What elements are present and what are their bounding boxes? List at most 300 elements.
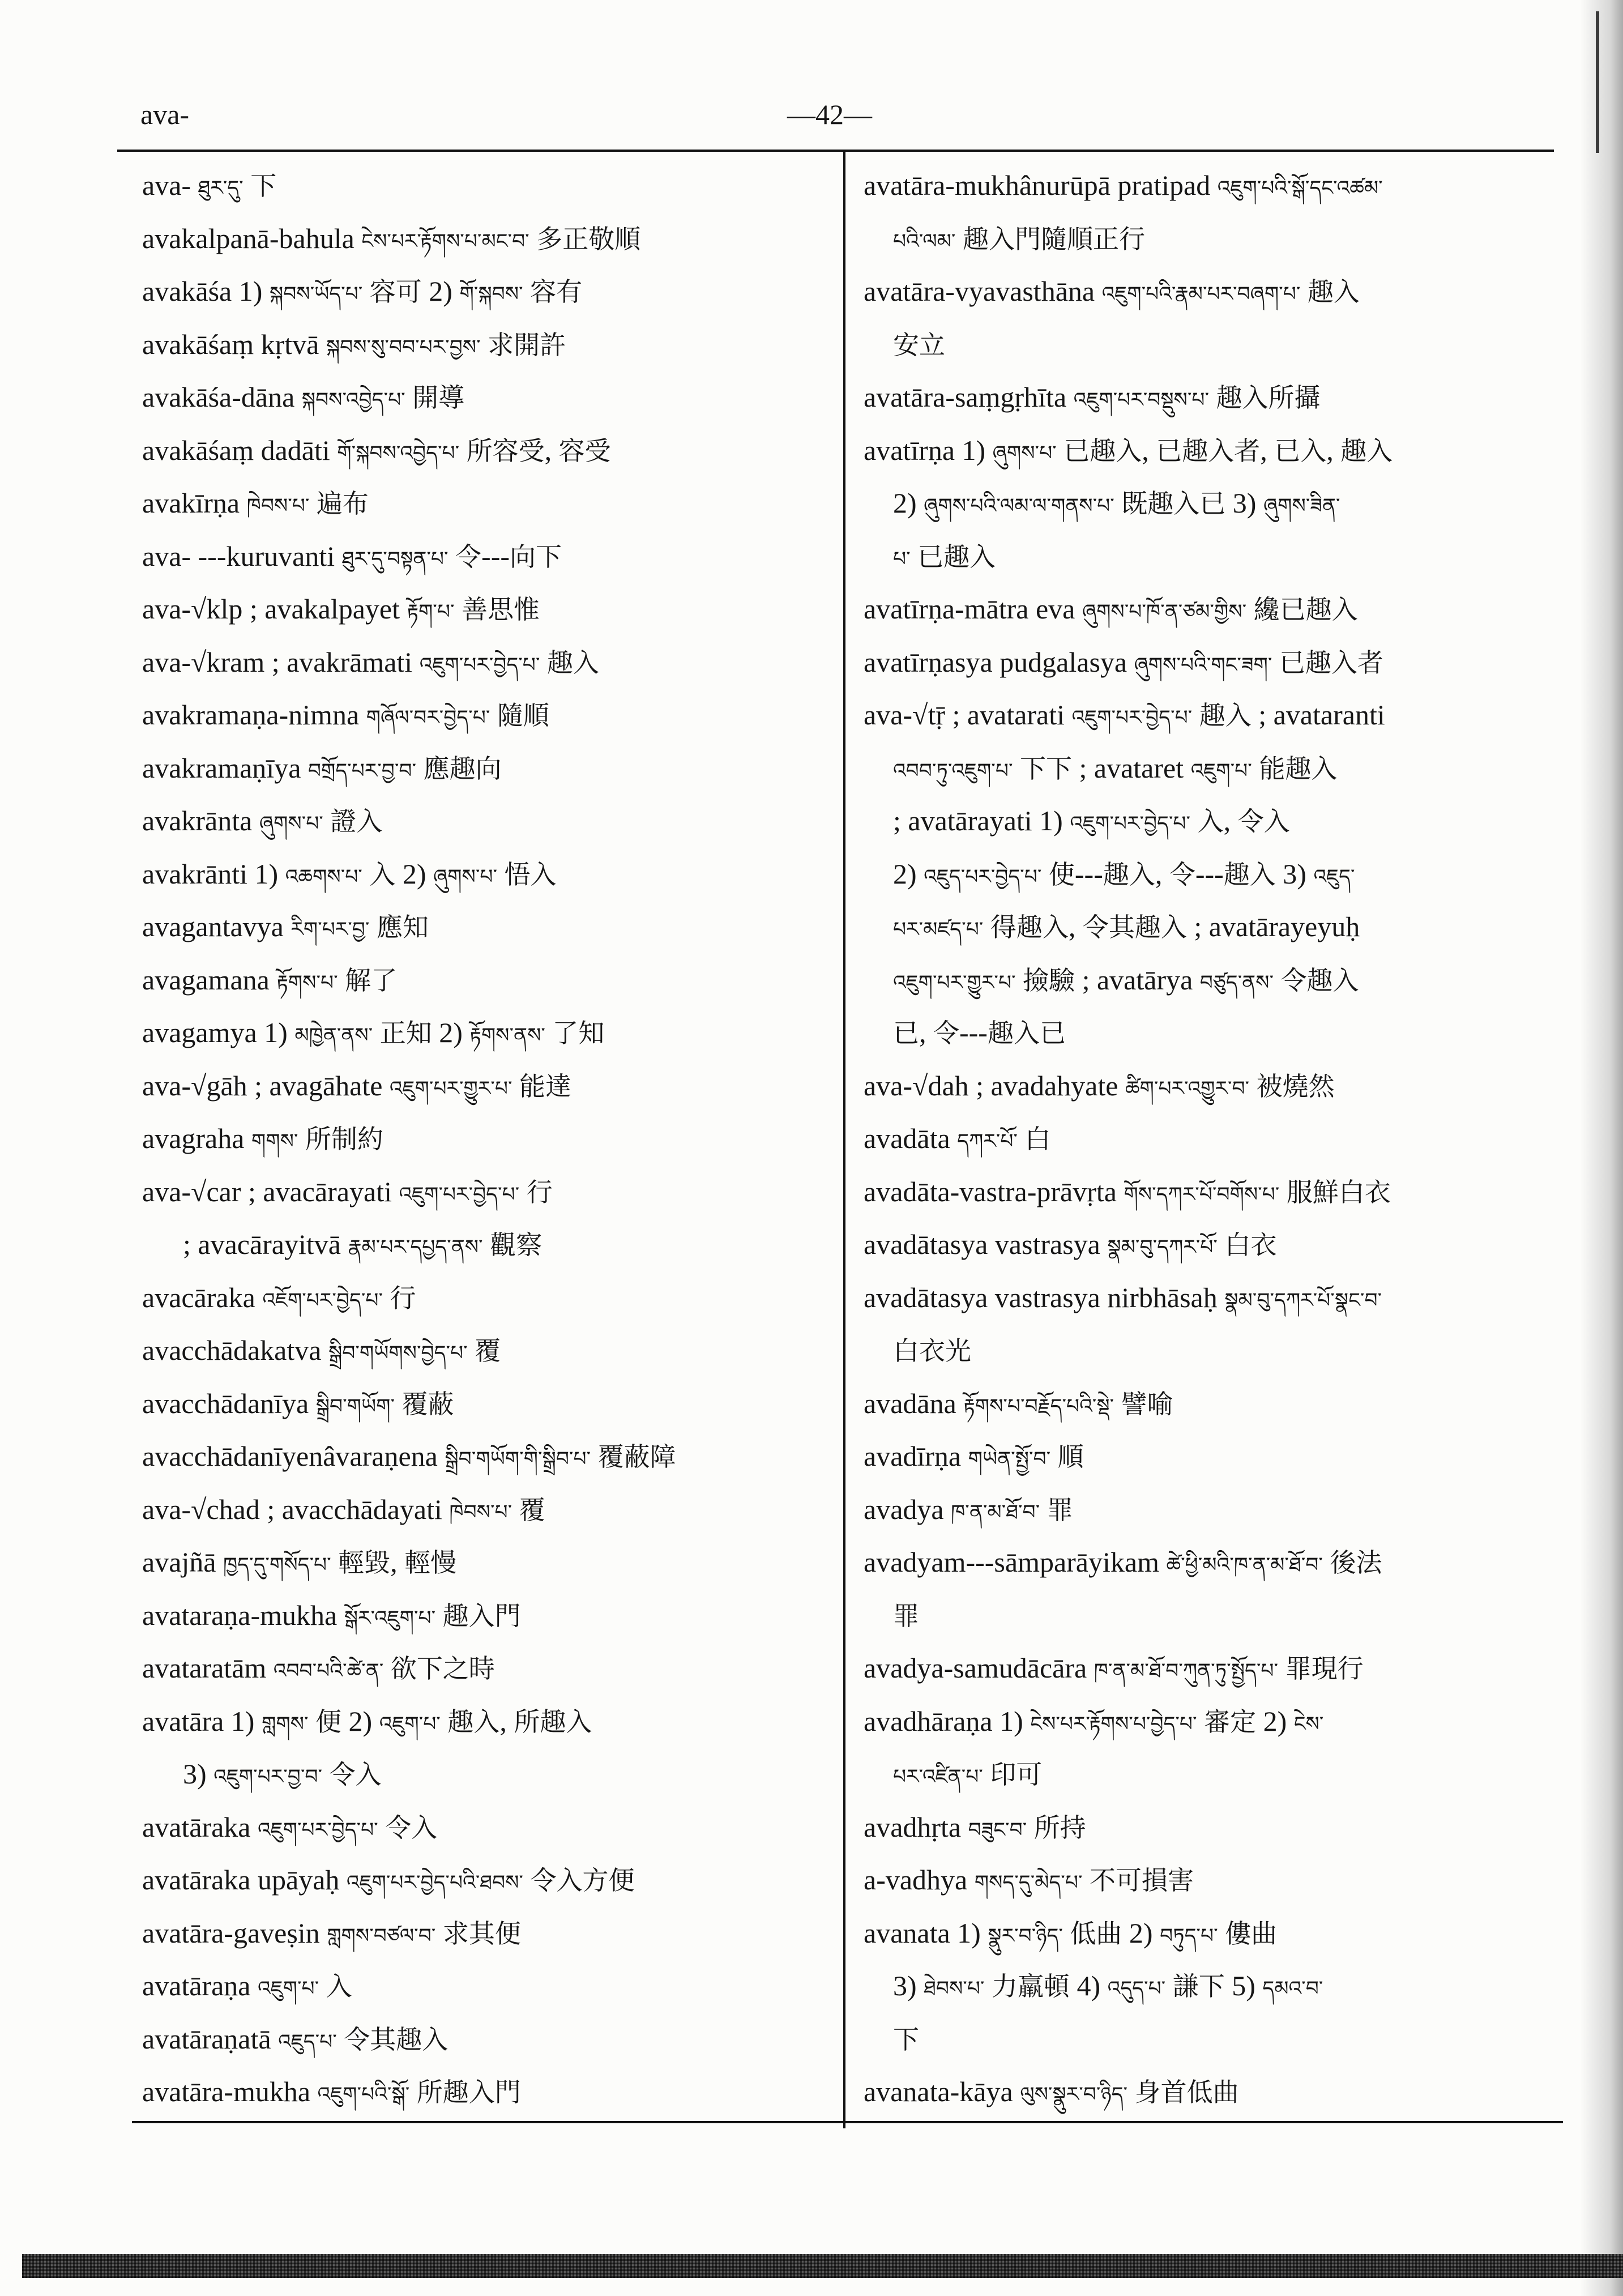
sanskrit-text	[455, 593, 462, 625]
sanskrit-text: avakāśa 1)	[142, 275, 270, 307]
sanskrit-text	[395, 1388, 402, 1419]
tibetan-term: འཇུག་པ་	[379, 1712, 441, 1736]
chinese-gloss: 使	[1048, 859, 1075, 890]
chinese-gloss: 解了	[345, 965, 398, 996]
dictionary-entry	[142, 1536, 836, 1589]
entry-line	[142, 1589, 836, 1642]
sanskrit-text: avadātasya vastrasya	[864, 1228, 1108, 1260]
chinese-gloss: 善思惟	[462, 594, 540, 625]
sanskrit-text	[362, 858, 370, 890]
sanskrit-text: ava-	[142, 169, 198, 201]
tibetan-term: སྣུར་བ་ཉིད་	[988, 1924, 1063, 1948]
chinese-gloss: 應知	[376, 912, 429, 942]
entry-line	[864, 636, 1560, 689]
tibetan-term: འཇུག་པར་གྱུར་པ་	[389, 1077, 512, 1100]
chinese-gloss: 多正敬順	[536, 223, 641, 254]
sanskrit-text: ; avatārya	[1075, 963, 1200, 996]
dictionary-entry	[864, 1536, 1560, 1642]
tibetan-term: རྟོགས་པ་བརྗོད་པའི་སྡེ་	[963, 1394, 1114, 1418]
dictionary-entry	[142, 2065, 836, 2119]
scan-edge-shadow	[1580, 0, 1623, 2296]
dictionary-entry	[864, 1801, 1560, 1854]
bottom-rule	[132, 2121, 1563, 2123]
tibetan-term: སྐབས་འབྱེད་པ་	[301, 389, 405, 412]
chinese-gloss: 所容受	[466, 435, 545, 466]
sanskrit-text: ,	[1068, 911, 1083, 942]
entry-line	[142, 159, 836, 212]
right-column	[864, 159, 1560, 2119]
sanskrit-text	[309, 1705, 316, 1737]
chinese-gloss: 正知	[379, 1018, 432, 1048]
tibetan-term: སྣམ་བུ་དཀར་པོ་སྣང་བ་	[1224, 1288, 1382, 1312]
entry-line	[864, 1642, 1560, 1695]
chinese-gloss: 趣入	[546, 647, 599, 678]
sanskrit-text	[441, 1705, 448, 1737]
dictionary-entry	[864, 2065, 1560, 2119]
dictionary-entry	[142, 848, 836, 901]
dictionary-entry	[864, 265, 1560, 371]
chinese-gloss: 行	[526, 1176, 553, 1207]
entry-line	[142, 1907, 836, 1960]
chinese-gloss: 覆蔽	[402, 1388, 454, 1419]
sanskrit-text	[378, 1811, 386, 1843]
tibetan-term: གོས་དཀར་པོ་བགོས་པ་	[1124, 1183, 1280, 1206]
entry-continuation-line	[142, 1748, 836, 1801]
dictionary-entry	[864, 636, 1560, 689]
dictionary-entry	[864, 689, 1560, 1060]
dictionary-entry	[864, 1218, 1560, 1271]
sanskrit-text	[1114, 487, 1122, 519]
dictionary-entry	[142, 742, 836, 795]
chinese-gloss: 令入	[385, 1812, 438, 1843]
sanskrit-text	[1246, 593, 1254, 625]
sanskrit-text: avatāra-mukha	[142, 2076, 318, 2107]
entry-continuation-line	[864, 954, 1560, 1007]
tibetan-term: ཚིག་པར་འགྱུར་བ་	[1125, 1077, 1250, 1100]
sanskrit-text: ,	[919, 1017, 933, 1048]
sanskrit-text: 2)	[1256, 1705, 1294, 1737]
entry-line	[864, 1536, 1560, 1589]
entry-continuation-line	[864, 1748, 1560, 1801]
tibetan-term: འཇུག་པ་	[1190, 759, 1252, 783]
tibetan-term: གླགས་བཙལ་བ་	[327, 1924, 436, 1948]
entry-line	[142, 742, 836, 795]
entry-continuation-line	[864, 212, 1560, 266]
tibetan-term: འཇུག་པ་	[258, 1977, 319, 2000]
chinese-gloss: 觀察	[490, 1230, 543, 1260]
dictionary-entry	[864, 1271, 1560, 1377]
sanskrit-text	[1300, 275, 1308, 307]
entry-line	[864, 1112, 1560, 1166]
tibetan-term: ཁ་ན་མ་ཐོ་བ་	[951, 1500, 1040, 1524]
dictionary-entry	[142, 1907, 836, 1960]
sanskrit-text	[1272, 646, 1279, 678]
chinese-gloss: 已趣入	[917, 541, 996, 572]
chinese-gloss: 容可	[369, 276, 422, 307]
chinese-gloss: 罪	[1047, 1494, 1073, 1525]
page-number: —42—	[787, 99, 872, 130]
tibetan-term: འཆགས་པ་	[285, 865, 362, 889]
sanskrit-text: avatīrṇasya pudgalasya	[864, 646, 1134, 678]
sanskrit-text	[1050, 1440, 1058, 1472]
entry-continuation-line	[864, 1589, 1560, 1642]
tibetan-term: འཇུག་པར་བྱེད་པ་	[258, 1818, 378, 1842]
chinese-gloss: 白衣	[1224, 1230, 1277, 1260]
chinese-gloss: 謙下	[1172, 1971, 1225, 2001]
entry-line	[142, 1801, 836, 1854]
dictionary-entry	[142, 530, 836, 583]
sanskrit-text: avadhāraṇa 1)	[864, 1705, 1031, 1737]
entry-line	[142, 2013, 836, 2066]
sanskrit-text: 4)	[1069, 1970, 1108, 2001]
tibetan-term: སྒྲིབ་གཡོག་	[315, 1394, 395, 1418]
sanskrit-text: 3)	[1275, 857, 1314, 890]
tibetan-term: འཇུག་པའི་རྣམ་པར་བཞག་པ་	[1101, 283, 1301, 306]
tibetan-term: སྒྲིབ་གཡོགས་བྱེད་པ་	[328, 1342, 468, 1365]
sanskrit-text	[338, 964, 345, 996]
entry-line	[142, 1166, 836, 1219]
chinese-gloss: 撿驗	[1023, 965, 1075, 996]
sanskrit-text	[319, 1970, 326, 2001]
chinese-gloss: 令入	[1237, 806, 1290, 837]
tibetan-term: དཀར་པོ་	[957, 1130, 1018, 1153]
chinese-gloss: 行	[390, 1282, 416, 1313]
tibetan-term: བཏུད་པ་	[1160, 1924, 1218, 1948]
chinese-gloss: 能趣入	[1259, 753, 1338, 784]
dictionary-entry	[864, 1854, 1560, 1907]
entry-continuation-line	[864, 1006, 1560, 1060]
sanskrit-text	[1027, 1811, 1034, 1843]
chinese-gloss: 已	[893, 1018, 919, 1048]
sanskrit-text: ---	[1195, 857, 1224, 890]
dictionary-entry	[142, 424, 836, 477]
entry-line	[142, 1960, 836, 2013]
tibetan-term: འཇུད་པ་	[278, 2030, 337, 2054]
scan-edge-streak	[1596, 11, 1599, 153]
chinese-gloss: 印可	[990, 1759, 1043, 1790]
entry-line	[864, 2065, 1560, 2119]
entry-continuation-line	[864, 795, 1560, 848]
sanskrit-text	[529, 223, 537, 254]
sanskrit-text: avadātasya vastrasya nirbhāsaḥ	[864, 1281, 1225, 1313]
chinese-gloss: 容受	[558, 435, 611, 466]
sanskrit-text: ; avatārayati 1)	[893, 805, 1070, 837]
sanskrit-text: avadīrṇa	[864, 1440, 968, 1472]
sanskrit-text	[983, 1758, 990, 1790]
entry-line	[864, 424, 1560, 477]
dictionary-entry	[142, 1589, 836, 1642]
tibetan-term: འཇུད་	[1313, 865, 1355, 889]
entry-line	[142, 1430, 836, 1483]
entry-line	[864, 1907, 1560, 1960]
entry-line	[142, 636, 836, 689]
sanskrit-text	[1323, 1546, 1330, 1578]
dictionary-entry	[142, 477, 836, 530]
sanskrit-text: avajñā	[142, 1546, 223, 1578]
chinese-gloss: 已趣入者	[1156, 435, 1261, 466]
chinese-gloss: 證入	[330, 806, 383, 837]
sanskrit-text	[490, 699, 497, 731]
chinese-gloss: 趣入	[447, 1706, 500, 1737]
sanskrit-text	[540, 646, 547, 678]
sanskrit-text	[322, 1758, 330, 1790]
tibetan-term: འཇུད་པར་བྱེད་པ་	[924, 865, 1042, 889]
entry-continuation-line	[864, 318, 1560, 372]
tibetan-term: རིག་པར་བྱ་	[291, 918, 370, 941]
sanskrit-text: ,	[1260, 434, 1275, 466]
left-column	[142, 159, 836, 2119]
entry-line	[864, 1377, 1560, 1431]
sanskrit-text: ,	[544, 434, 559, 466]
dictionary-entry	[142, 954, 836, 1007]
chinese-gloss: 力羸頓	[991, 1971, 1070, 2001]
sanskrit-text	[1279, 1176, 1287, 1207]
scan-bottom-band	[22, 2254, 1623, 2278]
entry-line	[142, 583, 836, 636]
chinese-gloss: 趣入	[1307, 276, 1360, 307]
entry-line	[142, 371, 836, 424]
tibetan-term: འཇུག་པར་བྱེད་པ་	[399, 1183, 520, 1206]
sanskrit-text: 3)	[183, 1758, 214, 1790]
entry-line	[864, 159, 1560, 212]
sanskrit-text: avadāta-vastra-prāvṛta	[864, 1175, 1124, 1207]
tibetan-term: འདུད་པ་	[1107, 1977, 1166, 2000]
dictionary-entry	[864, 424, 1560, 583]
sanskrit-text	[1218, 1917, 1225, 1949]
tibetan-term: ཞུགས་པའི་གང་ཟག་	[1134, 653, 1272, 677]
chinese-gloss: 所持	[1033, 1812, 1086, 1843]
sanskrit-text	[1013, 752, 1020, 784]
chinese-gloss: 入	[369, 859, 396, 890]
sanskrit-text: ,	[390, 1546, 405, 1578]
sanskrit-text	[459, 434, 467, 466]
sanskrit-text	[405, 381, 413, 413]
tibetan-term: ལུས་སྣུར་བ་ཉིད་	[1020, 2083, 1128, 2106]
tibetan-term: ཐུར་དུ་བསྟན་པ་	[341, 547, 449, 571]
tibetan-term: གོ་སྐབས་	[459, 283, 523, 306]
entry-line	[142, 901, 836, 954]
sanskrit-text	[512, 1070, 520, 1102]
sanskrit-text: avadāna	[864, 1387, 964, 1419]
sanskrit-text: 2)	[341, 1705, 379, 1737]
chinese-gloss: 令	[1169, 859, 1195, 890]
sanskrit-text: avatāra-gaveṣin	[142, 1917, 327, 1949]
dictionary-entry	[864, 1907, 1560, 2066]
dictionary-entry	[142, 212, 836, 266]
entry-continuation-line	[864, 1324, 1560, 1377]
sanskrit-text: avakramaṇa-nimna	[142, 699, 366, 731]
sanskrit-text: avakrānta	[142, 805, 259, 837]
sanskrit-text: 2)	[421, 275, 460, 307]
entry-line	[142, 1483, 836, 1537]
entry-line	[864, 583, 1560, 636]
entry-line	[864, 265, 1560, 318]
entry-line	[142, 1006, 836, 1060]
chinese-gloss: 輕毀	[338, 1547, 391, 1578]
sanskrit-text: ava-√kram ; avakrāmati	[142, 646, 420, 678]
chinese-gloss: 罪	[893, 1600, 919, 1631]
dictionary-entry	[864, 1642, 1560, 1695]
chinese-gloss: 入	[1197, 806, 1224, 837]
tibetan-term: ངེས་པར་རྟོགས་པ་མང་བ་	[361, 229, 529, 253]
sanskrit-text	[1252, 752, 1259, 784]
chinese-gloss: 隨順	[497, 700, 549, 731]
tibetan-term: པ་	[893, 547, 911, 571]
chinese-gloss: 僂曲	[1225, 1918, 1278, 1949]
dictionary-entry	[142, 1271, 836, 1325]
chinese-gloss: 下下	[1020, 753, 1073, 784]
tibetan-term: ངེས་པར་རྟོགས་པ་བྱེད་པ་	[1030, 1712, 1197, 1736]
tibetan-term: རྟོགས་པ་	[276, 971, 338, 995]
sanskrit-text	[984, 1970, 992, 2001]
tibetan-term: སྣམ་བུ་དཀར་པོ་	[1107, 1236, 1218, 1259]
sanskrit-text: 2)	[893, 857, 924, 890]
chinese-gloss: 白衣光	[893, 1335, 971, 1366]
tibetan-term: སྐབས་ཡོད་པ་	[269, 283, 363, 306]
tibetan-term: ཁྱད་དུ་གསོད་པ་	[223, 1554, 331, 1577]
dictionary-entry	[142, 159, 836, 212]
dictionary-entry	[142, 795, 836, 848]
sanskrit-text: ,	[1142, 434, 1156, 466]
tibetan-term: དམའ་བ་	[1262, 1977, 1323, 2000]
sanskrit-text: avanata-kāya	[864, 2076, 1020, 2107]
chinese-gloss: 遍布	[316, 488, 369, 519]
sanskrit-text: ava-√dah ; avadahyate	[864, 1069, 1125, 1102]
entry-line	[142, 1377, 836, 1431]
entry-line	[142, 477, 836, 530]
sanskrit-text	[362, 275, 370, 307]
sanskrit-text	[955, 223, 963, 254]
top-rule	[117, 150, 1554, 152]
running-head: ava-	[140, 99, 190, 130]
dictionary-entry	[142, 1377, 836, 1431]
chinese-gloss: 已趣入	[1064, 435, 1142, 466]
chinese-gloss: 白	[1024, 1124, 1051, 1154]
tibetan-term: ངེས་	[1293, 1712, 1324, 1736]
sanskrit-text: avagantavya	[142, 911, 291, 942]
sanskrit-text	[1057, 434, 1064, 466]
sanskrit-text: 2)	[432, 1017, 470, 1048]
sanskrit-text: avatāra 1)	[142, 1705, 262, 1737]
tibetan-term: ཞུགས་པ་	[259, 812, 323, 835]
entry-line	[142, 1324, 836, 1377]
sanskrit-text: avatīrṇa-mātra eva	[864, 593, 1082, 625]
sanskrit-text	[468, 1334, 475, 1366]
sanskrit-text: avakāśaṃ kṛtvā	[142, 328, 326, 360]
entry-line	[142, 689, 836, 742]
sanskrit-text	[435, 1599, 443, 1631]
chinese-gloss: 欲下之時	[390, 1653, 495, 1684]
entry-continuation-line	[864, 1960, 1560, 2013]
entry-line	[142, 1060, 836, 1113]
sanskrit-text: 2)	[1122, 1917, 1160, 1949]
tibetan-term: ཁེབས་པ་	[449, 1500, 512, 1524]
chinese-gloss: 求其便	[442, 1918, 521, 1949]
dictionary-entry	[142, 1060, 836, 1113]
entry-line	[142, 954, 836, 1007]
tibetan-term: གཞོལ་བར་བྱེད་པ་	[366, 706, 490, 729]
sanskrit-text: avagraha	[142, 1123, 251, 1154]
chinese-gloss: 令	[455, 541, 482, 572]
sanskrit-text	[545, 1017, 553, 1048]
sanskrit-text	[409, 2076, 417, 2107]
dictionary-entry	[864, 1483, 1560, 1537]
chinese-gloss: 已入	[1274, 435, 1327, 466]
sanskrit-text	[1063, 1917, 1070, 1949]
sanskrit-text: ,	[1155, 857, 1169, 890]
dictionary-entry	[864, 1112, 1560, 1166]
sanskrit-text: avacchādanīyenâvaraṇena	[142, 1440, 445, 1472]
chinese-gloss: 入	[326, 1971, 352, 2001]
sanskrit-text	[523, 1864, 531, 1896]
chinese-gloss: 所制約	[305, 1124, 383, 1154]
entry-continuation-line	[864, 848, 1560, 901]
entry-line	[142, 530, 836, 583]
tibetan-term: ཚེ་ཕྱི་མའི་ཁ་ན་མ་ཐོ་བ་	[1166, 1554, 1323, 1577]
tibetan-term: འབབ་པའི་ཚེ་ན་	[273, 1659, 384, 1683]
entry-line	[864, 1166, 1560, 1219]
sanskrit-text	[591, 1440, 598, 1472]
sanskrit-text	[435, 1917, 443, 1949]
sanskrit-text	[449, 540, 456, 572]
tibetan-term: པའི་ལམ་	[893, 229, 956, 253]
sanskrit-text: avatāra-mukhânurūpā pratipad	[864, 169, 1218, 201]
tibetan-term: འཇུག་པར་གྱུར་པ་	[893, 971, 1016, 995]
sanskrit-text	[1278, 1652, 1285, 1684]
sanskrit-text: avatāraka upāyaḥ	[142, 1864, 347, 1896]
chinese-gloss: 已趣入者	[1279, 647, 1383, 678]
sanskrit-text: avatāra-vyavasthāna	[864, 275, 1102, 307]
dictionary-entry	[864, 371, 1560, 424]
chinese-gloss: 服鮮白衣	[1286, 1176, 1391, 1207]
sanskrit-text: 3)	[893, 1970, 924, 2001]
tibetan-term: འཇུག་པར་བྱེད་པའི་ཐབས་	[346, 1871, 523, 1894]
sanskrit-text: avanata 1)	[864, 1917, 988, 1949]
chinese-gloss: 令	[933, 1018, 959, 1048]
entry-continuation-line	[142, 1218, 836, 1271]
tibetan-term: གགས་	[251, 1130, 298, 1153]
sanskrit-text: ---	[959, 1017, 988, 1048]
sanskrit-text: ; avatārayeyuḥ	[1186, 911, 1360, 942]
tibetan-term: ཞུགས་ཟིན་	[1263, 494, 1340, 518]
chinese-gloss: 趣入	[1199, 700, 1252, 731]
dictionary-entry	[142, 318, 836, 372]
dictionary-entry	[142, 1324, 836, 1377]
chinese-gloss: 趣入所攝	[1216, 382, 1321, 413]
sanskrit-text	[373, 1017, 380, 1048]
sanskrit-text: ; avacārayitvā	[183, 1228, 348, 1260]
sanskrit-text: 2)	[395, 857, 433, 890]
sanskrit-text: avatīrṇa 1)	[864, 434, 993, 466]
sanskrit-text: ---	[481, 540, 510, 572]
chinese-gloss: 令其趣入	[1082, 912, 1187, 942]
entry-line	[142, 1536, 836, 1589]
tibetan-term: སྐབས་སུ་བབ་པར་བྱས་	[326, 335, 481, 359]
chinese-gloss: 能達	[519, 1070, 571, 1102]
sanskrit-text: avatāraṇa	[142, 1970, 258, 2001]
chinese-gloss: 了知	[552, 1018, 605, 1048]
chinese-gloss: 趣入	[1103, 859, 1155, 890]
entry-line	[142, 2065, 836, 2119]
dictionary-entry	[142, 583, 836, 636]
entry-line	[142, 1112, 836, 1166]
sanskrit-text	[337, 2023, 344, 2055]
sanskrit-text	[1018, 1123, 1025, 1154]
sanskrit-text: avadya	[864, 1493, 951, 1525]
sanskrit-text	[1274, 964, 1281, 996]
sanskrit-text	[1016, 964, 1023, 996]
chinese-gloss: 所趣入門	[416, 2077, 521, 2107]
